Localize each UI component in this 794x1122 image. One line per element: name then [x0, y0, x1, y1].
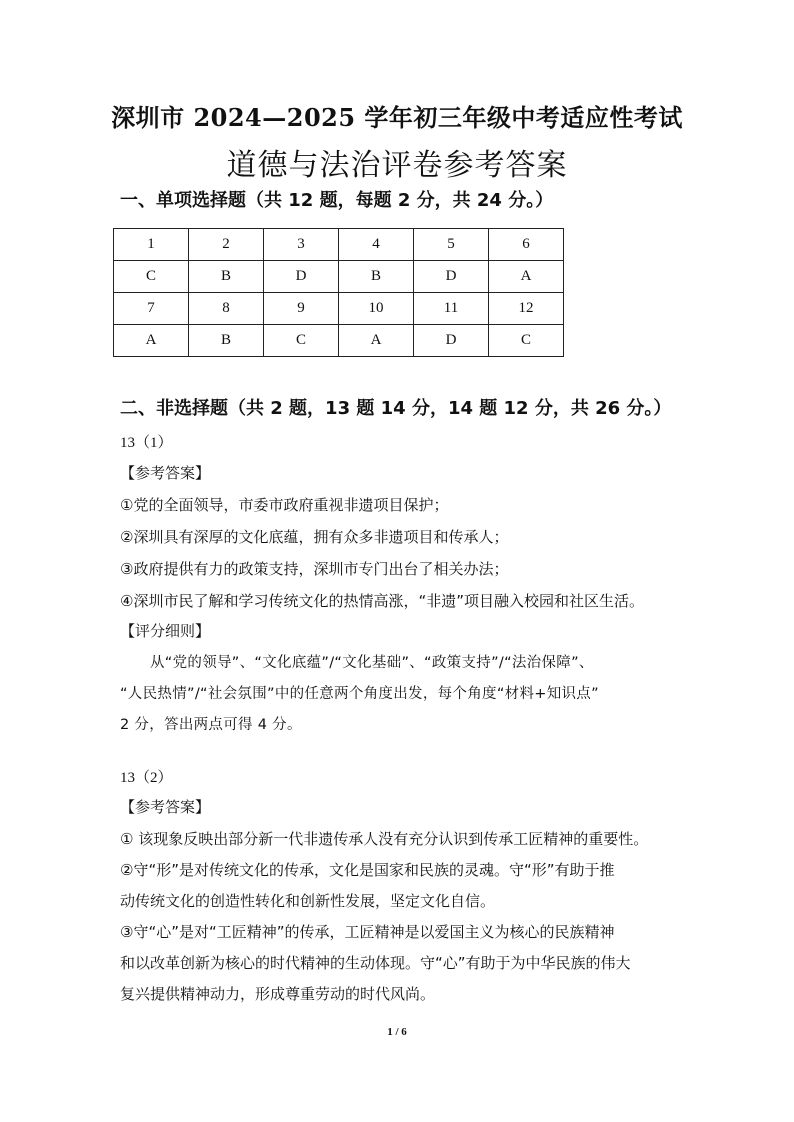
answer-table-cell: A — [114, 325, 189, 357]
answer-table-cell: D — [414, 325, 489, 357]
answer-table-cell: 2 — [189, 229, 264, 261]
q13-2-line-1: ① 该现象反映出部分新一代非遗传承人没有充分认识到传承工匠精神的重要性。 — [120, 830, 649, 848]
answer-table-cell: B — [339, 261, 414, 293]
exam-title: 深圳市 2024—2025 学年初三年级中考适应性考试 — [111, 103, 683, 132]
answer-table-cell: 3 — [264, 229, 339, 261]
q13-1-answer-title: 【参考答案】 — [120, 464, 211, 482]
answer-table-cell: 10 — [339, 293, 414, 325]
answer-table-cell: 1 — [114, 229, 189, 261]
q13-1-grading-line-2: “人民热情”/“社会氛围”中的任意两个角度出发，每个角度“材料+知识点” — [120, 686, 599, 702]
q13-1-grading-title: 【评分细则】 — [120, 622, 211, 640]
answer-table-cell: D — [264, 261, 339, 293]
answer-table-cell: 5 — [414, 229, 489, 261]
q13-2-line-2: ②守“形”是对传统文化的传承，文化是国家和民族的灵魂。守“形”有助于推 — [120, 861, 615, 879]
answer-table-row — [114, 325, 564, 357]
answer-table-cell: A — [339, 325, 414, 357]
answer-table-cell: C — [264, 325, 339, 357]
section1-heading: 一、单项选择题（共 12 题，每题 2 分，共 24 分。） — [120, 190, 554, 211]
q13-2-line-4: ③守“心”是对“工匠精神”的传承，工匠精神是以爱国主义为核心的民族精神 — [120, 923, 615, 941]
q13-2-label: 13（2） — [120, 770, 173, 786]
q13-1-grading-line-1: 从“党的领导”、“文化底蕴”/“文化基础”、“政策支持”/“法治保障”、 — [150, 655, 594, 671]
q13-1-grading-line-3: 2 分，答出两点可得 4 分。 — [120, 717, 302, 733]
answer-table-cell: C — [489, 325, 564, 357]
answer-table-cell: B — [189, 325, 264, 357]
q13-2-answer-title: 【参考答案】 — [120, 798, 211, 816]
answer-table-cell: D — [414, 261, 489, 293]
answer-table-cell: 12 — [489, 293, 564, 325]
q13-2-line-6: 复兴提供精神动力，形成尊重劳动的时代风尚。 — [120, 985, 436, 1003]
answer-table-cell: 6 — [489, 229, 564, 261]
answer-table-cell: 9 — [264, 293, 339, 325]
q13-1-answer-4: ④深圳市民了解和学习传统文化的热情高涨，“非遗”项目融入校园和社区生活。 — [120, 592, 644, 610]
q13-1-answer-2: ②深圳具有深厚的文化底蕴，拥有众多非遗项目和传承人； — [120, 528, 509, 546]
answer-table-row — [114, 293, 564, 325]
answer-table-body — [114, 229, 564, 357]
answer-table-cell: A — [489, 261, 564, 293]
q13-1-answer-3: ③政府提供有力的政策支持，深圳市专门出台了相关办法； — [120, 560, 509, 578]
q13-2-line-5: 和以改革创新为核心的时代精神的生动体现。守“心”有助于为中华民族的伟大 — [120, 954, 631, 972]
answer-table-cell: 8 — [189, 293, 264, 325]
answer-table-cell: 11 — [414, 293, 489, 325]
answer-table-cell: C — [114, 261, 189, 293]
q13-1-answer-1: ①党的全面领导，市委市政府重视非遗项目保护； — [120, 496, 449, 514]
answer-table-cell: B — [189, 261, 264, 293]
page-number: 1 / 6 — [387, 1026, 407, 1038]
q13-2-line-3: 动传统文化的创造性转化和创新性发展，坚定文化自信。 — [120, 892, 496, 910]
answer-table-row — [114, 261, 564, 293]
section2-heading: 二、非选择题（共 2 题，13 题 14 分，14 题 12 分，共 26 分。） — [120, 398, 672, 419]
answer-table — [113, 228, 564, 357]
answer-table-cell: 7 — [114, 293, 189, 325]
answer-key-title: 道德与法治评卷参考答案 — [226, 148, 568, 183]
answer-table-row — [114, 229, 564, 261]
q13-1-label: 13（1） — [120, 435, 173, 451]
answer-table-cell: 4 — [339, 229, 414, 261]
